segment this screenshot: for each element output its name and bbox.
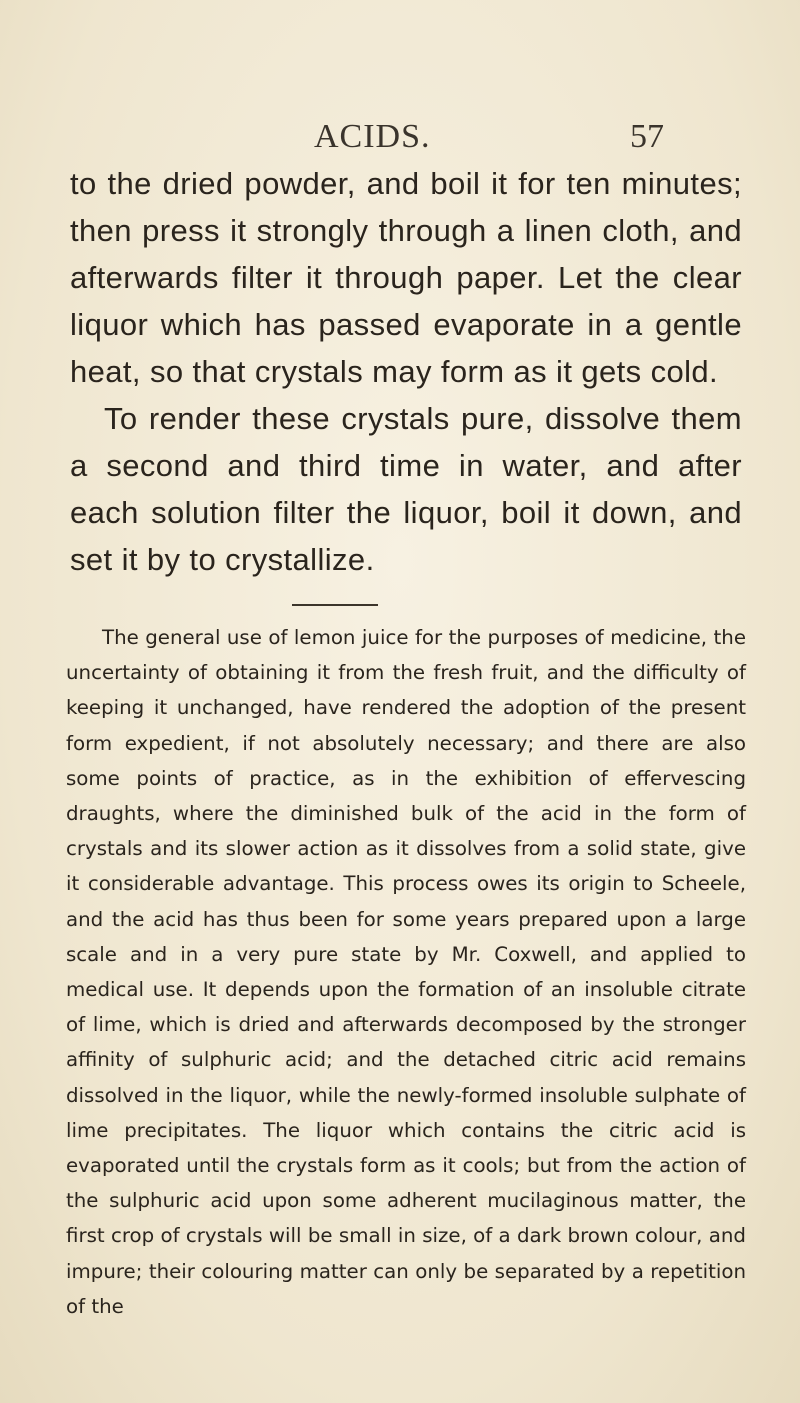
main-paragraph-1: to the dried powder, and boil it for ten minutes; then press it strongly through a linen cloth, and afterwards filter it through paper. Let the clear liquor which has passed evaporate in a gentle heat, so that crystals may form as it gets cold. (70, 166, 742, 389)
running-head-title: ACIDS. (314, 118, 431, 155)
main-text-block (70, 160, 742, 583)
note-paragraph-1: The general use of lemon juice for the purposes of medicine, the uncertainty of obtaining it from the fresh fruit, and the difficulty of keeping it unchanged, have rendered the adoption of the present form expedient, if not absolutely necessary; and there are also some points of practice, as in the exhibition of effervescing draughts, where the diminished bulk of the acid in the form of crystals and its slower action as it dissolves from a solid state, give it considerable advantage. This process owes its origin to Scheele, and the acid has thus been for some years prepared upon a large scale and in a very pure state by Mr. Coxwell, and applied to medical use. It depends upon the formation of an insoluble citrate of lime, which is dried and afterwards decomposed by the stronger affinity of sulphuric acid; and the detached citric acid remains dissolved in the liquor, while the newly-formed insoluble sulphate of lime precipitates. The liquor which contains the citric acid is evaporated until the crystals form as it cools; but from the action of the sulphuric acid upon some adherent mucilaginous matter, the first crop of crystals will be small in size, of a dark brown colour, and impure; their colouring matter can only be separated by a repetition of the (66, 626, 746, 1318)
main-paragraph-2: To render these crystals pure, dissolve them a second and third time in water, and after each solution filter the liquor, boil it down, and set it by to crystallize. (70, 401, 742, 577)
section-divider-rule (292, 604, 378, 606)
page-number: 57 (630, 118, 664, 155)
note-text-block (66, 620, 746, 1324)
running-head (0, 118, 800, 158)
